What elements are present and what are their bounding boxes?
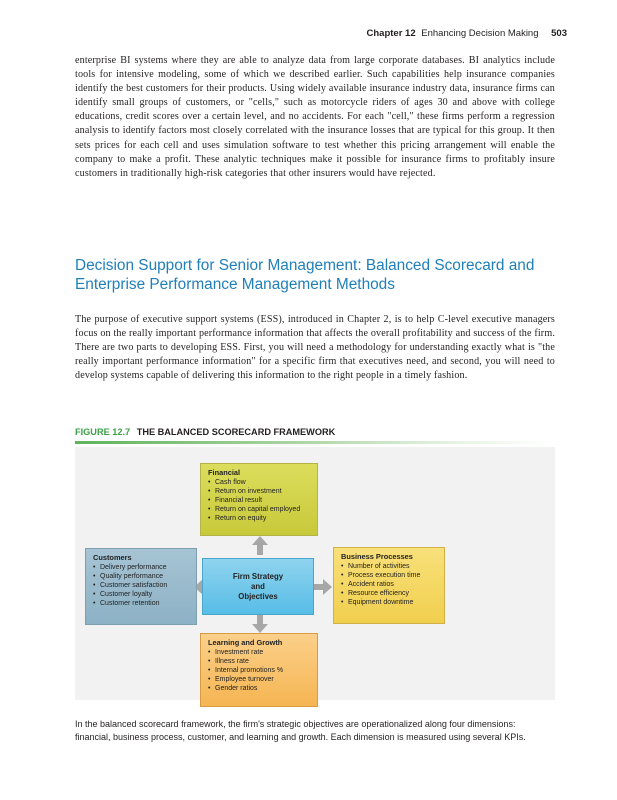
figure-rule bbox=[75, 441, 555, 444]
list-item: • Return on equity bbox=[208, 514, 310, 523]
list-item: • Employee turnover bbox=[208, 675, 310, 684]
list-item: • Number of activities bbox=[341, 562, 437, 571]
body-paragraph-1: enterprise BI systems where they are able to analyze data from large corporate databases. BI analytics include tools for intensive modeling, some of which we described earlier. Such capabilities help insurance companies identify the best customers for their products. Using widely available insurance industry data, insurance firms can identify small groups of customers, or "cells," such as motorcycle riders of ages 30 and above with college educations, credit scores over a certain level, and no accidents. For each "cell," these firms perform a regression analysis to identify factors most closely correlated with the insurance losses that are typical for this group. It then sets prices for each cell and uses simulation software to test whether this pricing arrangement will enable the company to make a profit. These analytic techniques make it possible for insurance firms to profitably insure customers in traditionally high-risk categories that other insurers would have rejected. bbox=[75, 55, 555, 179]
list-item: • Customer satisfaction bbox=[93, 581, 189, 590]
business-processes-list bbox=[341, 562, 437, 607]
center-line-2: and bbox=[251, 581, 265, 591]
firm-strategy-box bbox=[202, 558, 314, 615]
list-item: • Return on investment bbox=[208, 487, 310, 496]
customers-heading: Customers bbox=[93, 553, 132, 562]
arrow-right-icon bbox=[314, 579, 332, 595]
learning-growth-heading: Learning and Growth bbox=[208, 638, 283, 647]
body-paragraph-2: The purpose of executive support systems (ESS), introduced in Chapter 2, is to help C-level executive managers focus on the really important performance information that affects the overall profitability and success of the firm. There are two parts to developing ESS. First, you will need a methodology for understanding exactly what is "the really important performance information" for a specific firm that executives need, and second, you will need to develop systems capable of delivering this information to the right people in a timely fashion. bbox=[75, 314, 555, 382]
list-item: • Customer retention bbox=[93, 599, 189, 608]
center-line-3: Objectives bbox=[238, 591, 278, 601]
running-head bbox=[47, 28, 567, 39]
arrow-up-icon bbox=[252, 536, 268, 555]
financial-box bbox=[200, 463, 318, 536]
list-item: • Return on capital employed bbox=[208, 505, 310, 514]
center-line-1: Firm Strategy bbox=[232, 571, 284, 581]
list-item: • Investment rate bbox=[208, 648, 310, 657]
chapter-label: Chapter 12 bbox=[366, 28, 416, 39]
firm-strategy-label bbox=[233, 572, 283, 602]
list-item: • Cash flow bbox=[208, 478, 310, 487]
list-item: • Resource efficiency bbox=[341, 589, 437, 598]
customers-list bbox=[93, 563, 189, 608]
section-heading: Decision Support for Senior Management: Balanced Scorecard and Enterprise Performance Management Methods bbox=[75, 257, 535, 293]
learning-growth-box bbox=[200, 633, 318, 707]
list-item: • Financial result bbox=[208, 496, 310, 505]
list-item: • Delivery performance bbox=[93, 563, 189, 572]
financial-heading: Financial bbox=[208, 468, 241, 477]
business-processes-box bbox=[333, 547, 445, 624]
customers-box bbox=[85, 548, 197, 625]
figure-number: FIGURE 12.7 bbox=[75, 427, 131, 437]
learning-growth-list bbox=[208, 648, 310, 693]
financial-list bbox=[208, 478, 310, 523]
list-item: • Equipment downtime bbox=[341, 598, 437, 607]
list-item: • Illness rate bbox=[208, 657, 310, 666]
list-item: • Process execution time bbox=[341, 571, 437, 580]
list-item: • Accident ratios bbox=[341, 580, 437, 589]
list-item: • Internal promotions % bbox=[208, 666, 310, 675]
list-item: • Quality performance bbox=[93, 572, 189, 581]
list-item: • Gender ratios bbox=[208, 684, 310, 693]
arrow-down-icon bbox=[252, 615, 268, 633]
figure-title: THE BALANCED SCORECARD FRAMEWORK bbox=[136, 427, 336, 437]
figure-legend: In the balanced scorecard framework, the firm's strategic objectives are operationalized along four dimensions: financial, business process, customer, and learning and growth. Each dimension is measured using several KPIs. bbox=[75, 719, 526, 742]
list-item: • Customer loyalty bbox=[93, 590, 189, 599]
page-number: 503 bbox=[551, 28, 567, 39]
business-processes-heading: Business Processes bbox=[341, 552, 413, 561]
chapter-title: Enhancing Decision Making bbox=[421, 28, 539, 39]
